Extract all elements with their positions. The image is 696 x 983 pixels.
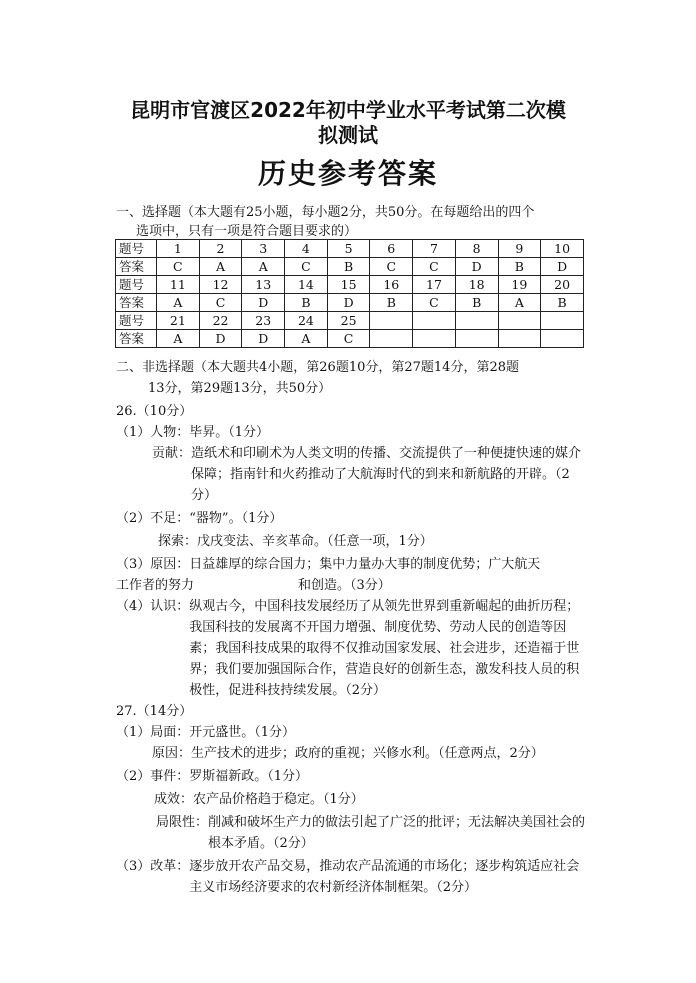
q26-part2-value: “器物”。（1分） — [189, 511, 283, 526]
q26-part2-exploration — [116, 531, 586, 552]
q27-part1-reason — [116, 743, 586, 764]
answers-body — [116, 401, 586, 898]
answer-cell: C — [370, 258, 413, 276]
answer-cell: C — [285, 258, 328, 276]
question-number-cell: 12 — [199, 276, 242, 294]
q26-part1 — [116, 422, 586, 443]
question-number-cell: 7 — [413, 240, 456, 258]
page-title: 历史参考答案 — [257, 157, 438, 190]
answer-cell: A — [242, 258, 285, 276]
q27-part1-key: （1）局面： — [116, 725, 190, 740]
q26-part3-line2 — [116, 575, 586, 596]
question-number-cell: 10 — [541, 240, 584, 258]
q27-part3-value: 逐步放开农产品交易，推动农产品流通的市场化；逐步构筑适应社会主义市场经济要求的农村新经济体制框架。（2分） — [189, 859, 580, 895]
answer-cell: D — [242, 330, 285, 348]
q27-part1-reason-key: 原因： — [152, 746, 192, 761]
answer-cell: A — [498, 294, 541, 312]
question-number-cell — [370, 312, 413, 330]
question-number-cell — [498, 312, 541, 330]
question-number-cell: 20 — [541, 276, 584, 294]
q27-part2-effect-value: 农产品价格趋于稳定。（1分） — [193, 792, 364, 807]
section1-intro — [116, 203, 586, 241]
question-number-row — [116, 240, 584, 258]
q27-part3-key: （3）改革： — [116, 859, 190, 874]
answer-cell — [370, 330, 413, 348]
q26-part1-contribution — [116, 443, 586, 506]
answer-cell — [541, 330, 584, 348]
answer-cell: C — [199, 294, 242, 312]
question-number-row — [116, 312, 584, 330]
q27-part2 — [116, 766, 586, 787]
question-number-row — [116, 276, 584, 294]
answer-cell: C — [157, 258, 200, 276]
q26-heading: 26.（10分） — [116, 404, 193, 419]
answer-cell: B — [455, 294, 498, 312]
answer-cell: A — [157, 330, 200, 348]
q26-part1-contribution-value: 造纸术和印刷术为人类文明的传播、交流提供了一种便捷快速的媒介保障；指南针和火药推动了大航海时代的到来和新航路的开辟。（2分） — [191, 446, 582, 503]
q27-part2-limitation — [116, 812, 586, 854]
answer-row — [116, 258, 584, 276]
question-number-cell: 4 — [285, 240, 328, 258]
question-number-cell: 17 — [413, 276, 456, 294]
question-number-cell — [413, 312, 456, 330]
q26-part2-exploration-value: 戊戌变法、辛亥革命。（任意一项，1分） — [197, 534, 433, 549]
question-number-cell: 6 — [370, 240, 413, 258]
question-number-cell: 1 — [157, 240, 200, 258]
answer-cell: B — [285, 294, 328, 312]
question-number-cell: 21 — [157, 312, 200, 330]
answer-cell: C — [413, 258, 456, 276]
q26-part2-key: （2）不足： — [116, 511, 190, 526]
q27-part2-limitation-value: 削减和破坏生产力的做法引起了广泛的批评；无法解决美国社会的根本矛盾。（2分） — [208, 815, 586, 851]
answer-cell: A — [157, 294, 200, 312]
question-number-cell: 14 — [285, 276, 328, 294]
answer-cell: D — [199, 330, 242, 348]
answer-cell — [413, 330, 456, 348]
question-number-cell: 22 — [199, 312, 242, 330]
section2-intro-line1: 二、非选择题（本大题共4小题，第26题10分，第27题14分，第28题 — [116, 360, 519, 375]
answer-cell: D — [541, 258, 584, 276]
question-number-label: 题号 — [116, 240, 157, 258]
section1-intro-line2: 选项中，只有一项是符合题目要求的） — [136, 224, 358, 239]
question-number-cell: 19 — [498, 276, 541, 294]
answer-cell: B — [370, 294, 413, 312]
question-number-label: 题号 — [116, 312, 157, 330]
q26-part4 — [116, 596, 586, 701]
answer-cell: D — [242, 294, 285, 312]
q27-part2-effect-key: 成效： — [154, 792, 194, 807]
q26-part4-value: 纵观古今，中国科技发展经历了从领先世界到重新崛起的曲折历程；我国科技的发展离不开国力增强、制度优势、劳动人民的创造等因素；我国科技成果的取得不仅推动国家发展、社会进步，还造福于世界；我们要加强国际合作，营造良好的创新生态，激发科技人员的积极性，促进科技持续发展。（2分） — [189, 599, 580, 698]
q26-part3-line2a: 工作者的努力 — [116, 578, 195, 593]
section1-intro-line1: 一、选择题（本大题有25小题，每小题2分，共50分。在每题给出的四个 — [116, 205, 535, 220]
answer-cell: B — [498, 258, 541, 276]
q26-part3-line2b: 和创造。（3分） — [298, 578, 391, 593]
answer-cell: D — [327, 294, 370, 312]
answer-cell: D — [455, 258, 498, 276]
question-number-cell: 3 — [242, 240, 285, 258]
answer-cell: A — [199, 258, 242, 276]
q27-part3 — [116, 856, 586, 898]
exam-title — [100, 98, 596, 148]
q26-part3-line1: （3）原因：日益雄厚的综合国力；集中力量办大事的制度优势；广大航天 — [116, 557, 541, 572]
question-number-label: 题号 — [116, 276, 157, 294]
exam-title-line2: 拟测试 — [318, 123, 378, 147]
q26-part1-key: （1）人物： — [116, 425, 190, 440]
q27-heading: 27.（14分） — [116, 704, 193, 719]
q26-part1-contribution-key: 贡献： — [152, 446, 192, 461]
q27-part2-key: （2）事件： — [116, 769, 190, 784]
question-number-cell: 13 — [242, 276, 285, 294]
q26-part2-exploration-key: 探索： — [158, 534, 198, 549]
answer-label: 答案 — [116, 330, 157, 348]
question-number-cell: 2 — [199, 240, 242, 258]
question-number-cell: 16 — [370, 276, 413, 294]
section2-intro — [116, 357, 586, 399]
answer-row — [116, 330, 584, 348]
answer-cell: B — [327, 258, 370, 276]
q27-part2-limitation-key: 局限性： — [156, 815, 209, 830]
q26-part2 — [116, 508, 586, 529]
q27-part2-effect — [116, 789, 586, 810]
question-number-cell: 9 — [498, 240, 541, 258]
answer-label: 答案 — [116, 258, 157, 276]
answer-cell: B — [541, 294, 584, 312]
question-number-cell — [455, 312, 498, 330]
section2-intro-line2: 13分，第29题13分，共50分） — [148, 381, 332, 396]
question-number-cell — [541, 312, 584, 330]
question-number-cell: 5 — [327, 240, 370, 258]
answer-table — [115, 239, 584, 348]
answer-row — [116, 294, 584, 312]
answer-cell: A — [285, 330, 328, 348]
answer-label: 答案 — [116, 294, 157, 312]
q27-part1 — [116, 722, 586, 743]
question-number-cell: 8 — [455, 240, 498, 258]
question-number-cell: 11 — [157, 276, 200, 294]
exam-title-line1: 昆明市官渡区2022年初中学业水平考试第二次模 — [130, 98, 566, 122]
question-number-cell: 24 — [285, 312, 328, 330]
question-number-cell: 25 — [327, 312, 370, 330]
question-number-cell: 23 — [242, 312, 285, 330]
question-number-cell: 15 — [327, 276, 370, 294]
q27-part1-reason-value: 生产技术的进步；政府的重视；兴修水利。（任意两点，2分） — [191, 746, 544, 761]
q27-part2-value: 罗斯福新政。（1分） — [189, 769, 309, 784]
answer-cell — [455, 330, 498, 348]
question-number-cell: 18 — [455, 276, 498, 294]
q26-part4-key: （4）认识： — [116, 599, 190, 614]
answer-cell: C — [413, 294, 456, 312]
q27-part1-value: 开元盛世。（1分） — [189, 725, 296, 740]
answer-cell — [498, 330, 541, 348]
answer-cell: C — [327, 330, 370, 348]
q26-part1-value: 毕昇。（1分） — [189, 425, 270, 440]
